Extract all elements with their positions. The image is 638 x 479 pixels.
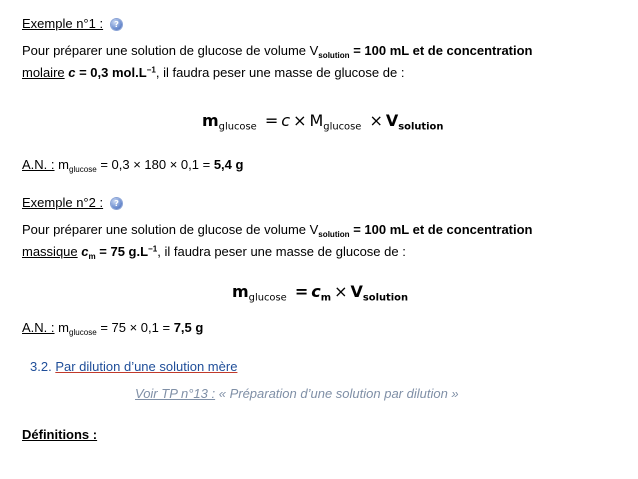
term-molaire: molaire — [22, 65, 65, 80]
example2-application: A.N. : $m_{glucose} = 75 \times 0,1 = 7,5$ g — [22, 320, 204, 337]
example1-paragraph: Pour préparer une solution de glucose de volume $V_{solution} = 100$ mL et de concentration molaire c = 0,3 $mol.L^{-1}$, il faudra peser une masse de glucose de : — [22, 43, 533, 80]
definitions-heading: Définitions : — [22, 427, 98, 442]
an-label: A.N. : — [22, 320, 55, 335]
example1-heading-row — [22, 16, 122, 31]
question-icon[interactable]: ? — [111, 198, 122, 209]
term-massique: massique — [22, 244, 78, 259]
section-heading — [30, 359, 237, 374]
tp-reference: Voir TP n°13 : « Préparation d’une solution par dilution » — [135, 386, 459, 401]
tp-reference-link[interactable]: Voir TP n°13 : — [135, 386, 216, 401]
example2-formula: $m_{glucose} = c_m \times V_{solution}$ — [232, 282, 409, 304]
section-number: 3.2. — [30, 359, 52, 374]
example1-application: A.N. : $m_{glucose} = 0,3 \times 180 \times 0,1 = 5,4$ g — [22, 157, 244, 174]
example2-heading: Exemple n°2 : — [22, 195, 104, 210]
example1-heading: Exemple n°1 : — [22, 16, 104, 31]
result-value: 5,4 g — [213, 157, 244, 172]
example2-paragraph: Pour préparer une solution de glucose de volume $V_{solution} = 100$ mL et de concentration massique $c_m = 75$ $g.L^{-1}$, il faudra peser une masse de glucose de : — [22, 222, 533, 261]
question-icon[interactable]: ? — [111, 19, 122, 30]
example1-formula: $m_{glucose} = c \times M_{glucose} \times V_{solution}$ — [202, 111, 444, 133]
result-value: 7,5 g — [173, 320, 204, 335]
an-label: A.N. : — [22, 157, 55, 172]
definitions-heading-row — [22, 427, 97, 442]
example2-heading-row — [22, 195, 122, 210]
section-title-link[interactable]: Par dilution d’une solution mère — [55, 359, 238, 374]
